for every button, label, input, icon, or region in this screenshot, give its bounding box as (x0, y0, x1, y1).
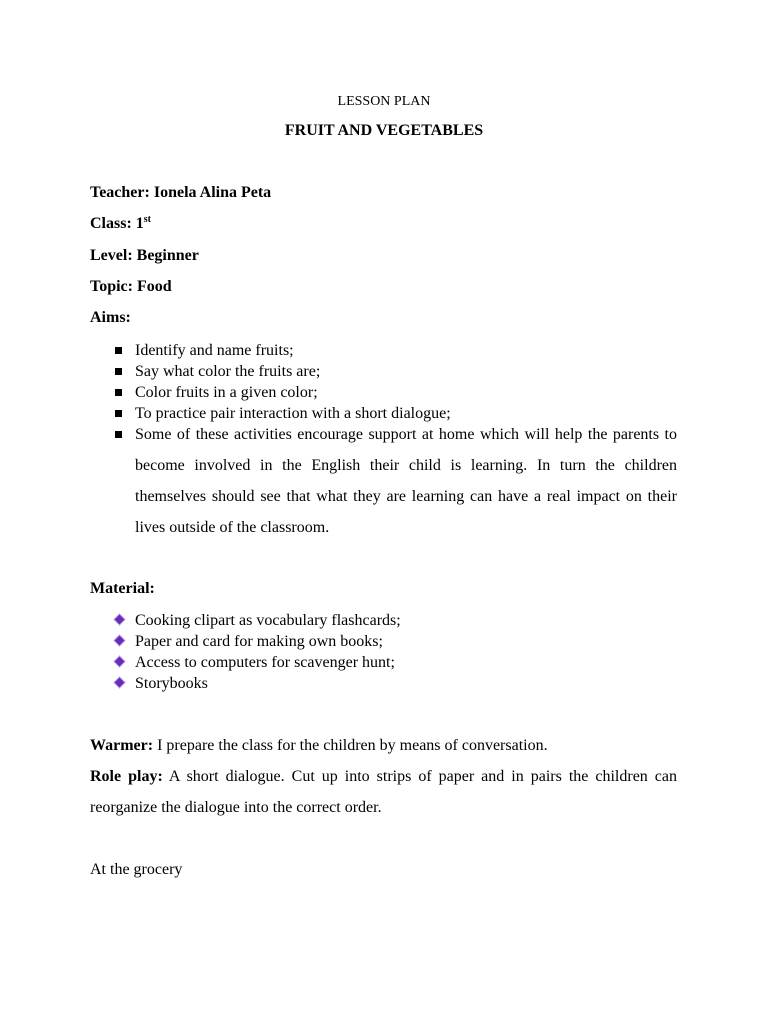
topic-line (90, 277, 172, 297)
square-bullet-icon (115, 389, 122, 396)
material-list (115, 610, 401, 694)
diamond-bullet-icon (115, 615, 125, 625)
square-bullet-icon (115, 347, 122, 354)
warmer-text: I prepare the class for the children by means of conversation. (153, 737, 548, 754)
square-bullet-icon (115, 368, 122, 375)
grocery-heading: At the grocery (90, 861, 183, 878)
list-item: Cooking clipart as vocabulary flashcards; (115, 610, 401, 631)
list-item: Color fruits in a given color; (115, 382, 677, 403)
topic-label: Topic: (90, 278, 133, 295)
list-item: Storybooks (115, 673, 401, 694)
document-title: FRUIT AND VEGETABLES (284, 122, 484, 139)
aims-heading (90, 308, 131, 328)
diamond-bullet-icon (115, 678, 125, 688)
square-bullet-icon (115, 431, 122, 438)
diamond-bullet-icon (115, 657, 125, 667)
class-label: Class: (90, 215, 132, 232)
role-play-paragraph (90, 761, 677, 823)
list-item: Some of these activities encourage support at home which will help the parents to become involved in the English their child is learning. In turn the children themselves should see that what they are learning can have a real impact on their lives outside of the classroom. (115, 419, 677, 543)
warmer-paragraph (90, 730, 677, 761)
level-line (90, 246, 199, 266)
list-item: Paper and card for making own books; (115, 631, 401, 652)
topic-value: Food (136, 278, 172, 295)
teacher-line (90, 183, 271, 203)
teacher-label: Teacher: (90, 184, 150, 201)
material-label: Material: (90, 580, 155, 597)
material-heading (90, 579, 155, 599)
aims-list (115, 340, 677, 543)
square-bullet-icon (115, 410, 122, 417)
role-play-text: A short dialogue. Cut up into strips of paper and in pairs the children can reorganize the dialogue into the correct order. (90, 768, 677, 816)
list-item: Identify and name fruits; (115, 340, 677, 361)
teacher-value: Ionela Alina Peta (153, 184, 272, 201)
list-item: Access to computers for scavenger hunt; (115, 652, 401, 673)
list-item: Say what color the fruits are; (115, 361, 677, 382)
role-play-label: Role play: (90, 768, 163, 785)
diamond-bullet-icon (115, 636, 125, 646)
warmer-label: Warmer: (90, 737, 154, 754)
list-item: To practice pair interaction with a short dialogue; (115, 403, 677, 424)
class-value: 1 (135, 215, 144, 232)
level-value: Beginner (136, 247, 199, 264)
class-value-suffix: st (143, 214, 152, 225)
level-label: Level: (90, 247, 133, 264)
class-line (90, 214, 151, 234)
aims-label: Aims: (90, 309, 131, 326)
document-subtitle: LESSON PLAN (337, 94, 431, 109)
